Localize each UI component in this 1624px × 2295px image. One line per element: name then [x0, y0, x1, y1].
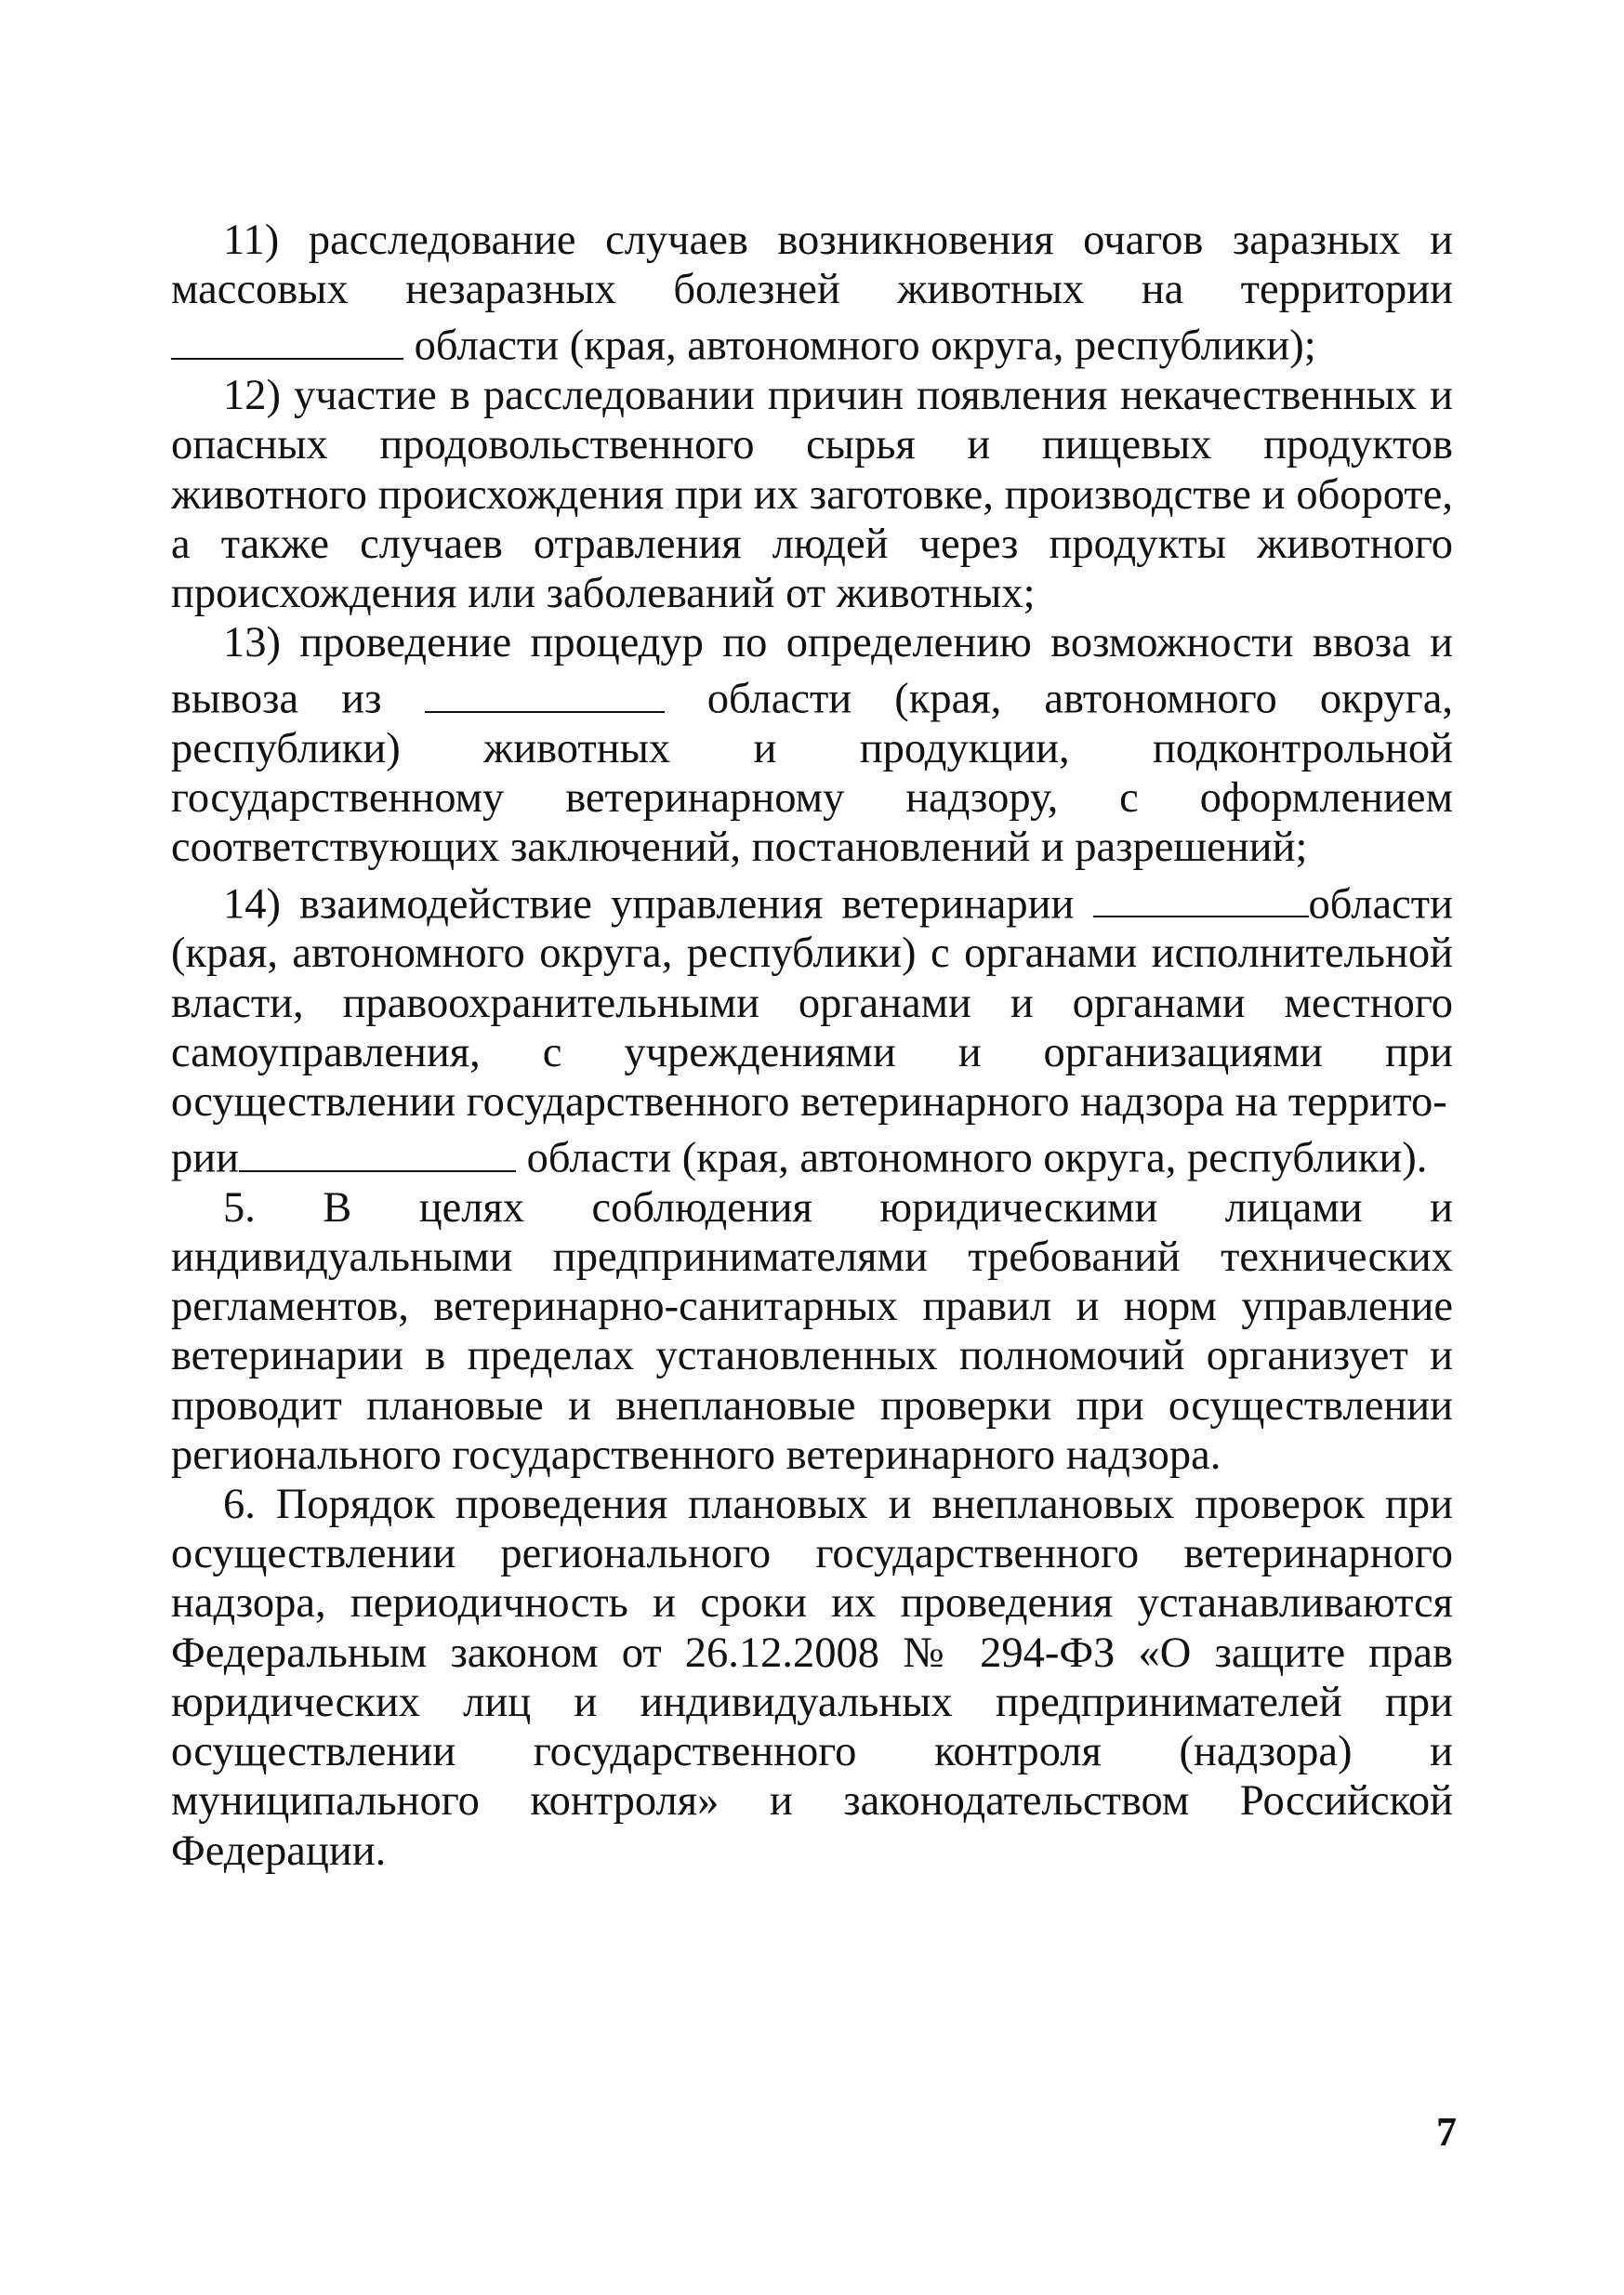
- fill-in-blank: [239, 1127, 516, 1172]
- page-number: 7: [1436, 2109, 1457, 2155]
- paragraph-14-text-rii: рии: [171, 1134, 240, 1182]
- paragraph-14-text-start: 14) взаимодействие управления ветеринарии: [223, 880, 1093, 929]
- paragraph-14-text-end: области (края, автономного округа, республики).: [516, 1134, 1428, 1182]
- fill-in-blank: [171, 314, 403, 360]
- fill-in-blank: [1093, 873, 1309, 918]
- paragraph-5: [171, 1183, 1453, 1480]
- paragraph-5-text: 5. В целях соблюдения юридическими лицами и индивидуальными предпринимателями требований технических регламентов, ветеринарно-санитарных правил и норм управление ветеринарии в пределах установленных полномочий организует и проводит плановые и внеплановые проверки при осуществлении регионального государственного ветеринарного надзора.: [171, 1183, 1453, 1479]
- paragraph-6: [171, 1480, 1453, 1876]
- paragraph-13: [171, 618, 1453, 873]
- paragraph-13-text-end: области (края, автономного округа, республики) животных и продукции, подконтрольной государственному ветеринарному надзору, с оформлением соответствующих заключений, постановлений и разрешений;: [171, 675, 1453, 872]
- fill-in-blank: [425, 667, 665, 713]
- paragraph-11: [171, 216, 1453, 371]
- paragraph-11-text-end: области (края, автономного округа, республики);: [403, 322, 1316, 370]
- paragraph-14: [171, 873, 1453, 1183]
- document-page: [171, 216, 1453, 1876]
- paragraph-12: [171, 371, 1453, 618]
- paragraph-14-text-middle: области (края, автономного округа, республики) с органами исполнительной власти, правоохранительными органами и органами местного самоуправления, с учреждениями и организациями при осуществлении государственного ветеринарного надзора на террито-: [171, 880, 1453, 1126]
- paragraph-12-text: 12) участие в расследовании причин появления некачественных и опасных продовольственного сырья и пищевых продуктов животного происхождения при их заготовке, производстве и обороте, а также случаев отравления людей через продукты животного происхождения или заболеваний от животных;: [171, 372, 1453, 617]
- paragraph-6-text: 6. Порядок проведения плановых и внеплановых проверок при осуществлении регионального государственного ветеринарного надзора, периодичность и сроки их проведения устанавливаются Федеральным законом от 26.12.2008 № 294-ФЗ «О защите прав юридических лиц и индивидуальных предпринимателей при осуществлении государственного контроля (надзора) и муниципального контроля» и законодательством Российской Федерации.: [171, 1481, 1453, 1875]
- paragraph-11-text-start: 11) расследование случаев возникновения очагов заразных и массовых незаразных болезней животных на территории: [171, 217, 1453, 314]
- paragraph-13-text-start: 13) проведение процедур по определению возможности ввоза и вывоза из: [171, 619, 1453, 723]
